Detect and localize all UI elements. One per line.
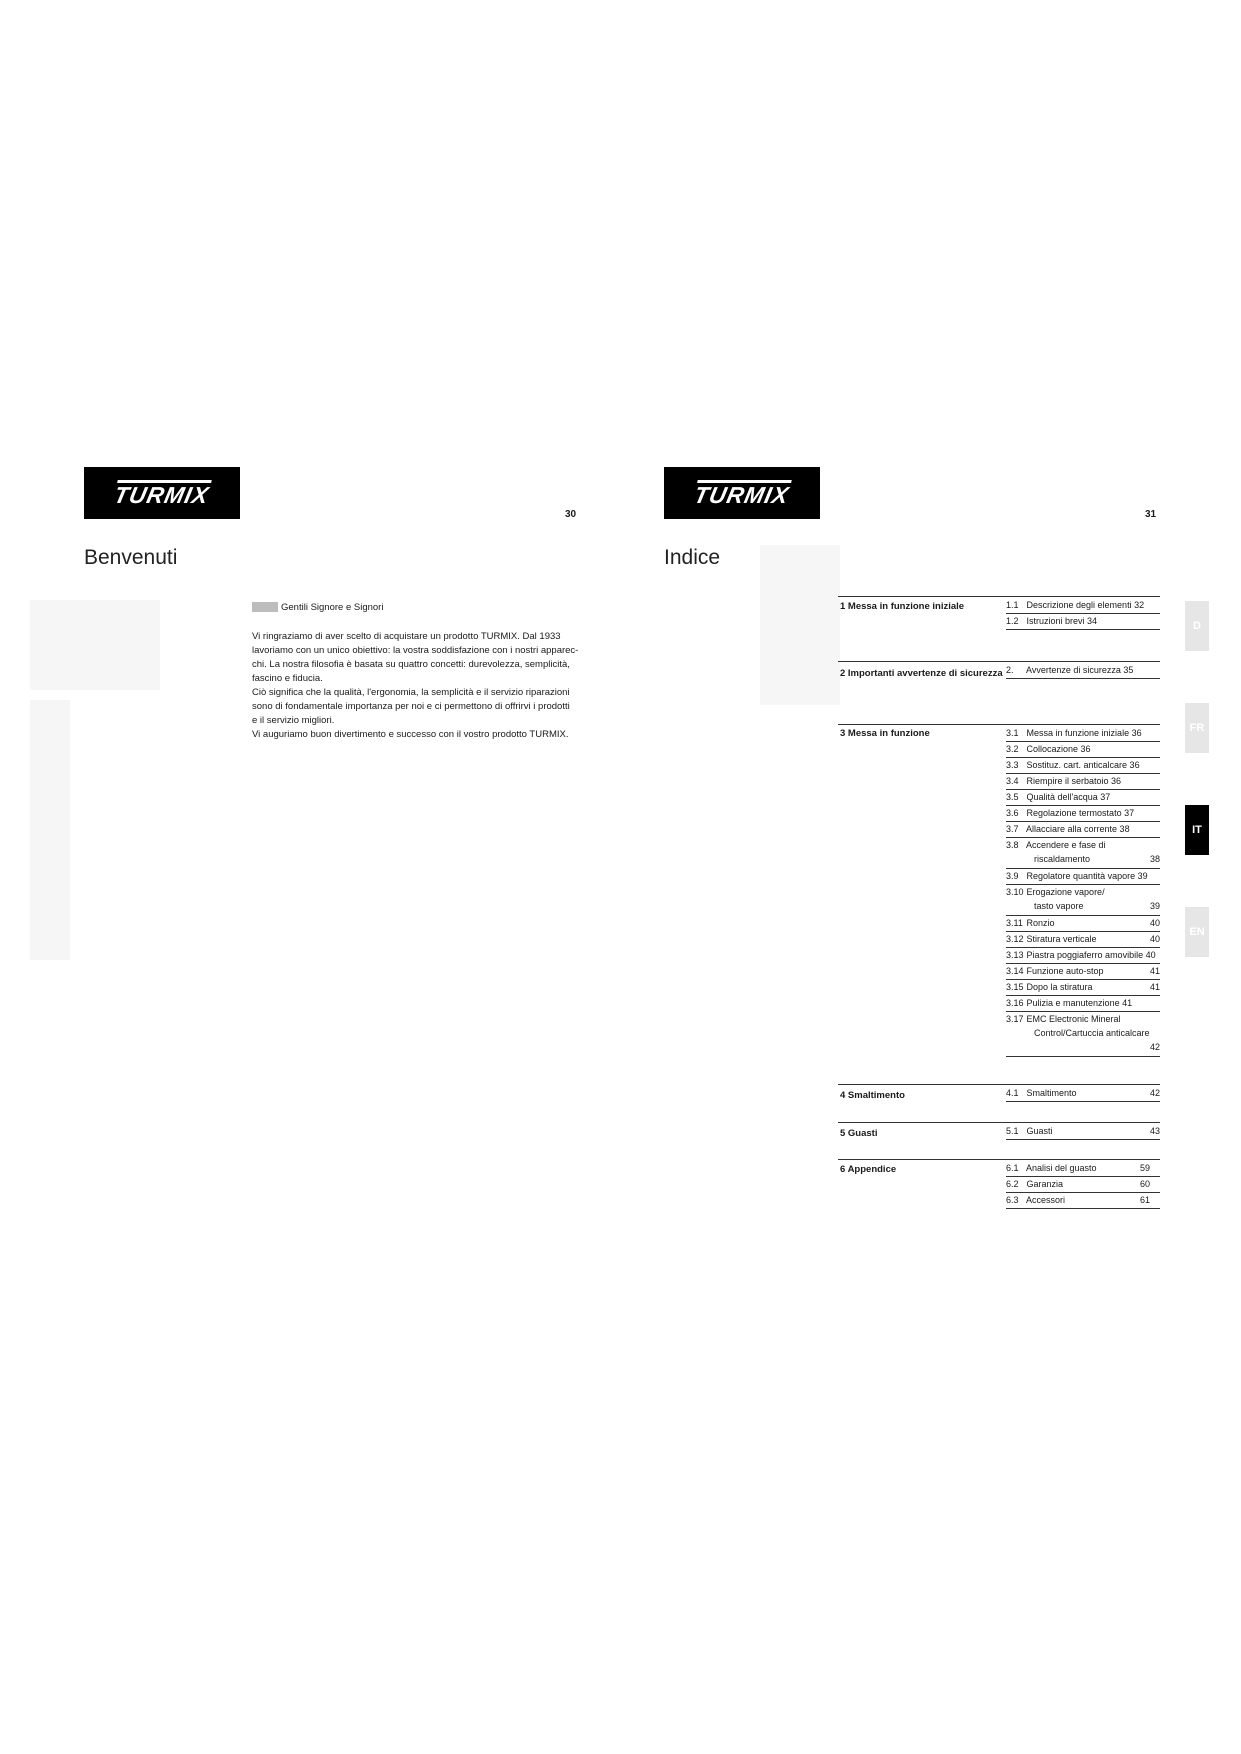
- right-page: [620, 0, 1240, 1754]
- toc-item-number: 3.2: [1006, 744, 1019, 754]
- paragraph-line: chi. La nostra filosofia è basata su quattro concetti: durevolezza, semplicità,: [252, 659, 570, 670]
- toc-item[interactable]: [1006, 838, 1160, 869]
- toc-item-page: 40: [1149, 934, 1160, 944]
- toc-item-number: 3.9: [1006, 871, 1019, 881]
- greeting-text: Gentili Signore e Signori: [281, 602, 384, 613]
- paragraph-line: fascino e fiducia.: [252, 673, 323, 684]
- toc-item-number: 1.2: [1006, 616, 1019, 626]
- toc-item-number: 3.12: [1006, 934, 1024, 944]
- language-tab-fr[interactable]: FR: [1185, 703, 1209, 753]
- toc-item[interactable]: [1006, 790, 1160, 806]
- scan-shadow: [30, 700, 70, 960]
- toc-item[interactable]: [1006, 932, 1160, 948]
- toc-item-number: 1.1: [1006, 600, 1019, 610]
- toc-item-page: 60: [1139, 1179, 1150, 1189]
- toc-item-text: Ronzio: [1026, 918, 1055, 928]
- toc-item-text: Erogazione vapore/: [1026, 887, 1105, 897]
- toc-item-number: 5.1: [1006, 1126, 1019, 1136]
- paragraph-line: Vi ringraziamo di aver scelto di acquistare un prodotto TURMIX. Dal 1933: [252, 631, 561, 642]
- toc-item-text: EMC Electronic Mineral: [1026, 1014, 1121, 1024]
- toc-item-text: Pulizia e manutenzione 41: [1026, 998, 1133, 1008]
- scan-shadow: [30, 600, 160, 690]
- toc-item-text: Riempire il serbatoio 36: [1026, 776, 1122, 786]
- scan-shadow: [760, 545, 840, 705]
- toc-item[interactable]: [1006, 1086, 1160, 1102]
- toc-item-number: 3.10: [1006, 887, 1024, 897]
- toc-item[interactable]: [1006, 996, 1160, 1012]
- toc-item[interactable]: [1006, 1012, 1160, 1057]
- toc-item[interactable]: [1006, 614, 1160, 630]
- section-rule: [838, 1122, 1160, 1123]
- toc-item[interactable]: [1006, 774, 1160, 790]
- toc-item-number: 3.5: [1006, 792, 1019, 802]
- toc-section-title: 6 Appendice: [840, 1164, 897, 1175]
- toc-item[interactable]: [1006, 742, 1160, 758]
- toc-item[interactable]: [1006, 948, 1160, 964]
- toc-item[interactable]: [1006, 758, 1160, 774]
- toc-item-number: 6.3: [1006, 1195, 1019, 1205]
- toc-section-items: [1006, 726, 1160, 1057]
- toc-item[interactable]: [1006, 1124, 1160, 1140]
- toc-item[interactable]: [1006, 869, 1160, 885]
- turmix-logo: [664, 467, 820, 519]
- toc-item-text: Istruzioni brevi 34: [1026, 616, 1098, 626]
- toc-item-text: Piastra poggiaferro amovibile 40: [1026, 950, 1156, 960]
- toc-item-text: Analisi del guasto: [1026, 1163, 1097, 1173]
- paragraph-line: lavoriamo con un unico obiettivo: la vostra soddisfazione con i nostri apparec-: [252, 645, 579, 656]
- language-tab-it[interactable]: IT: [1185, 805, 1209, 855]
- toc-item[interactable]: [1006, 916, 1160, 932]
- toc-item-number: 4.1: [1006, 1088, 1019, 1098]
- toc-item-number: 3.1: [1006, 728, 1019, 738]
- toc-item-text: Qualità dell'acqua 37: [1026, 792, 1111, 802]
- paragraph-line: Ciò significa che la qualità, l'ergonomia, la semplicità e il servizio riparazioni: [252, 687, 570, 698]
- toc-item-page: 39: [1149, 901, 1160, 911]
- toc-section-items: [1006, 663, 1160, 679]
- toc-item[interactable]: [1006, 1177, 1160, 1193]
- toc-item-text: Control/Cartuccia anticalcare: [1034, 1028, 1150, 1038]
- section-rule: [838, 596, 1160, 597]
- toc-item[interactable]: [1006, 964, 1160, 980]
- toc-item-number: 3.4: [1006, 776, 1019, 786]
- section-rule: [838, 1084, 1160, 1085]
- toc-item-page: 42: [1149, 1088, 1160, 1098]
- toc-item-text: Smaltimento: [1026, 1088, 1077, 1098]
- toc-item-text: tasto vapore: [1034, 901, 1084, 911]
- toc-item-number: 6.2: [1006, 1179, 1019, 1189]
- toc-item-text: Sostituz. cart. anticalcare 36: [1026, 760, 1140, 770]
- language-tab-d[interactable]: D: [1185, 601, 1209, 651]
- toc-item[interactable]: [1006, 1193, 1160, 1209]
- toc-section-title: 3 Messa in funzione: [840, 728, 930, 739]
- toc-item-number: 3.7: [1006, 824, 1019, 834]
- highlight-mark: [252, 602, 278, 612]
- toc-item[interactable]: [1006, 1161, 1160, 1177]
- page-number: 30: [565, 509, 577, 520]
- toc-item-text: Regolazione termostato 37: [1026, 808, 1135, 818]
- toc-item[interactable]: [1006, 806, 1160, 822]
- toc-item-number: 2.: [1006, 665, 1014, 675]
- toc-item-text: Descrizione degli elementi 32: [1026, 600, 1145, 610]
- toc-item-page: 41: [1149, 982, 1160, 992]
- toc-item-text: Accessori: [1026, 1195, 1066, 1205]
- toc-item-number: 3.15: [1006, 982, 1024, 992]
- toc-item[interactable]: [1006, 980, 1160, 996]
- toc-item[interactable]: [1006, 822, 1160, 838]
- toc-item-page: 43: [1149, 1126, 1160, 1136]
- toc-section-items: [1006, 598, 1160, 630]
- left-page: [0, 0, 620, 1754]
- toc-item-page: 42: [1149, 1042, 1160, 1052]
- toc-item-text: Garanzia: [1026, 1179, 1064, 1189]
- toc-item-page: 40: [1149, 918, 1160, 928]
- paragraph-line: Vi auguriamo buon divertimento e successo con il vostro prodotto TURMIX.: [252, 729, 569, 740]
- toc-item-text: Allacciare alla corrente 38: [1026, 824, 1130, 834]
- toc-item-number: 3.14: [1006, 966, 1024, 976]
- toc-item-page: 59: [1139, 1163, 1150, 1173]
- toc-section-title: 1 Messa in funzione iniziale: [840, 601, 965, 612]
- toc-section-title: 4 Smaltimento: [840, 1090, 905, 1101]
- turmix-logo: [84, 467, 240, 519]
- toc-item-text: Avvertenze di sicurezza 35: [1026, 665, 1134, 675]
- paragraph-line: e il servizio migliori.: [252, 715, 335, 726]
- toc-item[interactable]: [1006, 598, 1160, 614]
- toc-item-number: 6.1: [1006, 1163, 1019, 1173]
- welcome-paragraph: [252, 630, 582, 742]
- toc-item-page: 61: [1139, 1195, 1150, 1205]
- toc-item-text: Collocazione 36: [1026, 744, 1091, 754]
- toc-section-items: [1006, 1161, 1160, 1209]
- toc-item-number: 3.16: [1006, 998, 1024, 1008]
- toc-item-number: 3.8: [1006, 840, 1019, 850]
- toc-section-title: 5 Guasti: [840, 1128, 878, 1139]
- toc-item-number: 3.6: [1006, 808, 1019, 818]
- section-rule: [838, 661, 1160, 662]
- toc-item-number: 3.17: [1006, 1014, 1024, 1024]
- toc-item-text: Accendere e fase di: [1026, 840, 1106, 850]
- logo-text: TURMIX: [691, 482, 792, 508]
- toc-section-items: [1006, 1124, 1160, 1140]
- toc-item-text: Guasti: [1026, 1126, 1053, 1136]
- toc-item-number: 3.11: [1006, 918, 1023, 928]
- page-title: Benvenuti: [84, 546, 178, 569]
- toc-item-number: 3.3: [1006, 760, 1019, 770]
- logo-text: TURMIX: [111, 482, 212, 508]
- page-title: Indice: [664, 546, 721, 569]
- toc-item[interactable]: [1006, 885, 1160, 916]
- language-tab-en[interactable]: EN: [1185, 907, 1209, 957]
- toc-item-text: Messa in funzione iniziale 36: [1026, 728, 1142, 738]
- paragraph-line: sono di fondamentale importanza per noi e ci permettono di offrirvi i prodotti: [252, 701, 570, 712]
- toc-section-title: 2 Importanti avvertenze di sicurezza: [840, 668, 1003, 679]
- toc-item[interactable]: [1006, 663, 1160, 679]
- greeting: [252, 602, 383, 613]
- toc-item-text: Stiratura verticale: [1026, 934, 1097, 944]
- toc-item-text: Dopo la stiratura: [1026, 982, 1093, 992]
- section-rule: [838, 724, 1160, 725]
- toc-item-text: Regolatore quantità vapore 39: [1026, 871, 1148, 881]
- toc-item-page: 41: [1149, 966, 1160, 976]
- section-rule: [838, 1159, 1160, 1160]
- toc-item-text: Funzione auto-stop: [1026, 966, 1104, 976]
- toc-section-items: [1006, 1086, 1160, 1102]
- toc-item-text: riscaldamento: [1034, 854, 1091, 864]
- toc-item[interactable]: [1006, 726, 1160, 742]
- page-number: 31: [1145, 509, 1157, 520]
- toc-item-page: 38: [1149, 854, 1160, 864]
- toc-item-number: 3.13: [1006, 950, 1024, 960]
